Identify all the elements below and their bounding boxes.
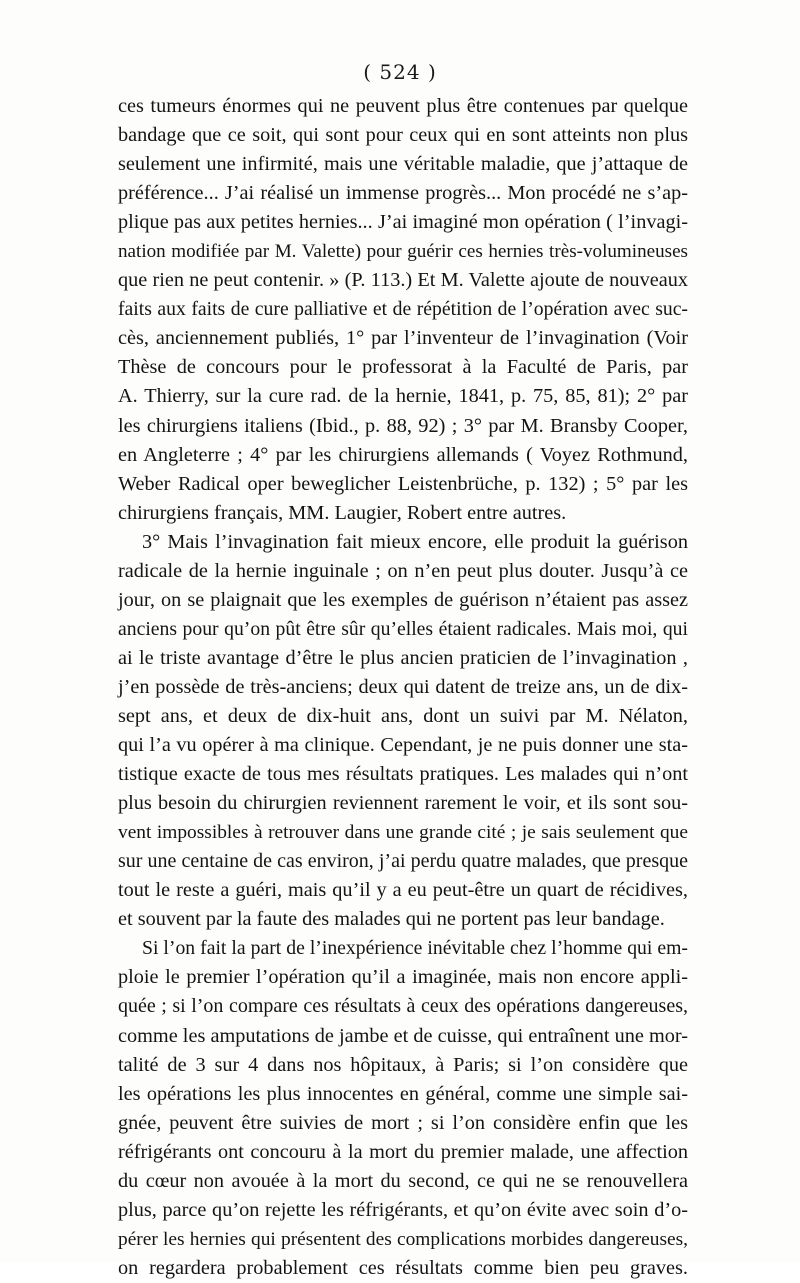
- text-line: seulement une infirmité, mais une véritable maladie, que j’attaque de: [118, 153, 688, 176]
- text-line: les chirurgiens italiens (Ibid., p. 88, 92) ; 3° par M. Bransby Cooper,: [118, 414, 688, 437]
- text-line: tout le reste a guéri, mais qu’il y a eu peut-être un quart de récidives,: [118, 879, 688, 902]
- body-text: [118, 92, 688, 1283]
- text-line: 3° Mais l’invagination fait mieux encore, elle produit la guérison: [142, 530, 688, 553]
- text-line: anciens pour qu’on pût être sûr qu’elles étaient radicales. Mais moi, qui: [118, 617, 688, 640]
- text-line: réfrigérants ont concouru à la mort du premier malade, une affection: [118, 1140, 688, 1163]
- text-line: vent impossibles à retrouver dans une grande cité ; je sais seulement que: [118, 822, 688, 844]
- text-line: Weber Radical oper beweglicher Leistenbrüche, p. 132) ; 5° par les: [118, 472, 688, 495]
- text-line: qui l’a vu opérer à ma clinique. Cependant, je ne puis donner une sta-: [118, 734, 688, 757]
- text-line: chirurgiens français, MM. Laugier, Robert entre autres.: [118, 501, 567, 524]
- text-line: comme les amputations de jambe et de cuisse, qui entraînent une mor-: [118, 1024, 688, 1047]
- text-line: plus besoin du chirurgien reviennent rarement le voir, et ils sont sou-: [118, 792, 688, 815]
- text-line: plus, parce qu’on rejette les réfrigérants, et qu’on évite avec soin d’o-: [118, 1198, 688, 1221]
- page-number: ( 524 ): [363, 60, 437, 84]
- text-line: préférence... J’ai réalisé un immense progrès... Mon procédé ne s’ap-: [118, 182, 688, 205]
- text-line: ces tumeurs énormes qui ne peuvent plus être contenues par quelque: [118, 95, 688, 117]
- text-line: j’en possède de très-anciens; deux qui datent de treize ans, un de dix-: [118, 675, 688, 698]
- text-line: pérer les hernies qui présentent des complications morbides dangereuses,: [118, 1228, 688, 1250]
- text-line: radicale de la hernie inguinale ; on n’en peut plus douter. Jusqu’à ce: [118, 559, 688, 582]
- text-line: Thèse de concours pour le professorat à la Faculté de Paris, par: [118, 356, 688, 379]
- text-line: ai le triste avantage d’être le plus ancien praticien de l’invagination ,: [118, 646, 688, 669]
- text-line: quée ; si l’on compare ces résultats à ceux des opérations dangereuses,: [118, 995, 688, 1018]
- text-line: talité de 3 sur 4 dans nos hôpitaux, à Paris; si l’on considère que: [118, 1053, 688, 1076]
- text-line: A. Thierry, sur la cure rad. de la hernie, 1841, p. 75, 85, 81); 2° par: [118, 385, 688, 408]
- text-line: sur une centaine de cas environ, j’ai perdu quatre malades, que presque: [118, 850, 688, 873]
- text-line: bandage que ce soit, qui sont pour ceux qui en sont atteints non plus: [118, 124, 688, 147]
- text-line: les opérations les plus innocentes en général, comme une simple sai-: [118, 1082, 688, 1105]
- text-line: que rien ne peut contenir. » (P. 113.) Et M. Valette ajoute de nouveaux: [118, 269, 688, 292]
- text-line: nation modifiée par M. Valette) pour guérir ces hernies très-volumineuses: [118, 241, 688, 263]
- text-line: cès, anciennement publiés, 1° par l’inventeur de l’invagination (Voir: [118, 327, 688, 350]
- text-line: Si l’on fait la part de l’inexpérience inévitable chez l’homme qui em-: [142, 937, 688, 960]
- text-line: en Angleterre ; 4° par les chirurgiens allemands ( Voyez Rothmund,: [118, 443, 688, 466]
- text-line: ploie le premier l’opération qu’il a imaginée, mais non encore appli-: [118, 966, 688, 989]
- text-line: sept ans, et deux de dix-huit ans, dont un suivi par M. Nélaton,: [118, 704, 688, 727]
- text-line: plique pas aux petites hernies... J’ai imaginé mon opération ( l’invagi-: [118, 211, 688, 234]
- text-line: jour, on se plaignait que les exemples de guérison n’étaient pas assez: [118, 588, 688, 611]
- text-line: et souvent par la faute des malades qui ne portent pas leur bandage.: [118, 908, 665, 931]
- text-line: tistique exacte de tous mes résultats pratiques. Les malades qui n’ont: [118, 763, 688, 786]
- text-line: gnée, peuvent être suivies de mort ; si l’on considère enfin que les: [118, 1111, 688, 1134]
- text-line: on regardera probablement ces résultats comme bien peu graves.: [118, 1256, 688, 1279]
- text-line: du cœur non avouée à la mort du second, ce qui ne se renouvellera: [118, 1169, 688, 1192]
- text-line: faits aux faits de cure palliative et de répétition de l’opération avec suc-: [118, 298, 688, 321]
